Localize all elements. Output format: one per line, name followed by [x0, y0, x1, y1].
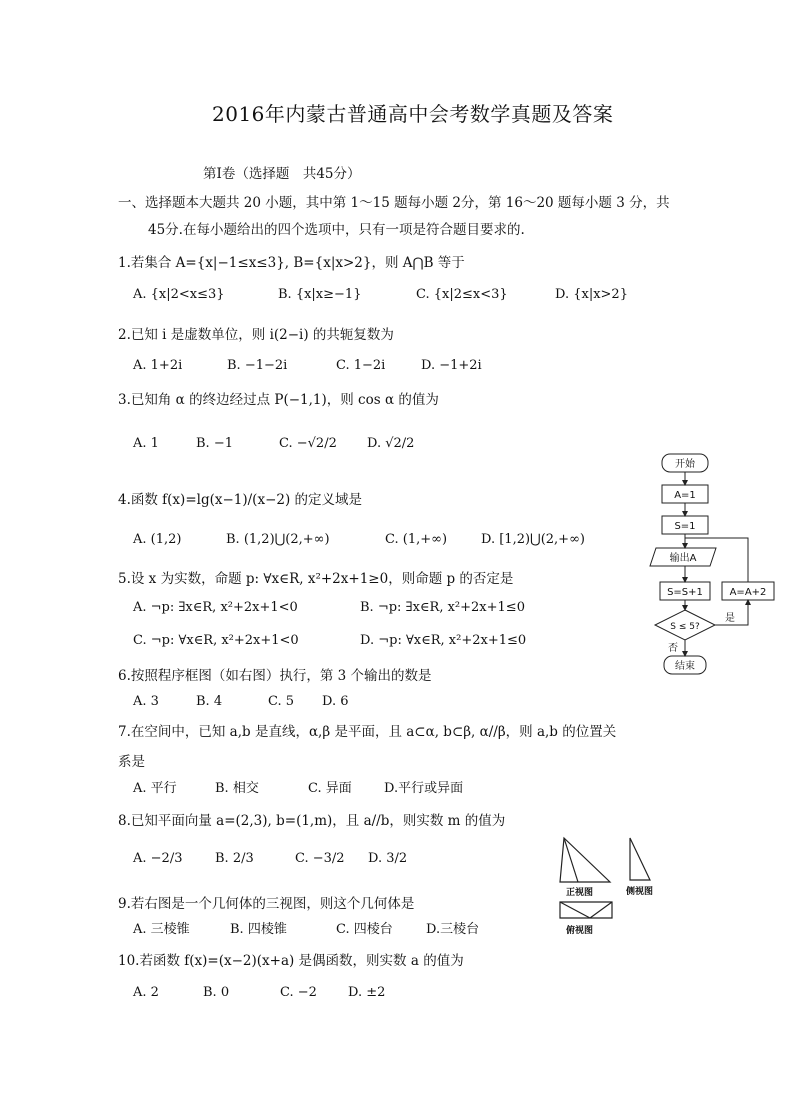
instructions-line-1: 一、选择题本大题共 20 小题，其中第 1～15 题每小题 2分，第 16～20 题每小题 3 分，共 [118, 195, 670, 211]
question-2-option-a: A. 1+2i [133, 358, 183, 373]
question-2-option-d: D. −1+2i [421, 358, 482, 373]
section-header: 第Ⅰ卷（选择题 共45分） [203, 166, 361, 182]
question-4-option-b: B. (1,2)⋃(2,+∞) [226, 532, 330, 547]
question-8-option-a: A. −2/3 [133, 851, 183, 866]
question-4-option-d: D. [1,2)⋃(2,+∞) [481, 532, 585, 547]
question-5-stem: 5.设 x 为实数，命题 p: ∀x∈R, x²+2x+1≥0，则命题 p 的否定是 [118, 571, 514, 587]
question-9-option-c: C. 四棱台 [336, 922, 393, 937]
flowchart-no-label: 否 [668, 643, 678, 654]
question-10-option-b: B. 0 [203, 985, 230, 1000]
question-6-option-b: B. 4 [196, 694, 223, 709]
question-4-option-a: A. (1,2) [133, 532, 182, 547]
question-10-option-a: A. 2 [133, 985, 159, 1000]
front-view-shape [560, 838, 610, 882]
question-2-option-c: C. 1−2i [336, 358, 386, 373]
question-2-stem: 2.已知 i 是虚数单位，则 i(2−i) 的共轭复数为 [118, 327, 394, 343]
flowchart-end-label: 结束 [675, 661, 695, 672]
question-4-option-c: C. (1,+∞) [385, 532, 448, 547]
top-view-label: 俯视图 [566, 926, 594, 936]
three-views-diagram [550, 832, 700, 942]
question-3-option-b: B. −1 [196, 436, 233, 451]
question-7-stem-cont: 系是 [118, 754, 145, 770]
flowchart-update-a-label: A=A+2 [729, 587, 767, 598]
side-view-label: 侧视图 [626, 887, 654, 897]
question-9-option-d: D.三棱台 [426, 922, 480, 937]
question-9-option-a: A. 三棱锥 [133, 922, 190, 937]
question-1-option-c: C. {x|2≤x<3} [416, 287, 508, 302]
question-1-stem: 1.若集合 A={x|−1≤x≤3}, B={x|x>2}，则 A⋂B 等于 [118, 255, 465, 271]
question-7-option-c: C. 异面 [308, 781, 352, 796]
question-7-option-d: D.平行或异面 [384, 781, 464, 796]
question-6-option-a: A. 3 [133, 694, 159, 709]
flowchart-init-s-label: S=1 [674, 521, 696, 532]
question-6-option-d: D. 6 [322, 694, 349, 709]
flowchart-yes-label: 是 [725, 613, 735, 624]
question-8-option-c: C. −3/2 [295, 851, 345, 866]
question-3-option-a: A. 1 [133, 436, 159, 451]
question-10-option-c: C. −2 [280, 985, 317, 1000]
question-10-stem: 10.若函数 f(x)=(x−2)(x+a) 是偶函数，则实数 a 的值为 [118, 953, 464, 969]
flowchart-output-label: 输出A [669, 553, 697, 564]
instructions-line-2: 45分.在每小题给出的四个选项中，只有一项是符合题目要求的. [148, 222, 525, 238]
question-3-option-d: D. √2/2 [367, 436, 415, 451]
question-3-stem: 3.已知角 α 的终边经过点 P(−1,1)，则 cos α 的值为 [118, 392, 439, 408]
question-6-option-c: C. 5 [268, 694, 295, 709]
flowchart-condition-label: S ≤ 5? [670, 622, 700, 632]
question-1-option-d: D. {x|x>2} [555, 287, 628, 302]
question-8-option-b: B. 2/3 [215, 851, 254, 866]
side-view-shape [630, 838, 650, 880]
flowchart-start-label: 开始 [675, 459, 695, 470]
question-10-option-d: D. ±2 [348, 985, 386, 1000]
question-4-stem: 4.函数 f(x)=lg(x−1)/(x−2) 的定义域是 [118, 492, 363, 508]
question-2-option-b: B. −1−2i [227, 358, 288, 373]
question-1-option-b: B. {x|x≥−1} [278, 287, 362, 302]
flowchart-update-s-label: S=S+1 [667, 587, 703, 598]
question-5-option-d: D. ¬p: ∀x∈R, x²+2x+1≤0 [360, 633, 527, 648]
question-5-option-c: C. ¬p: ∀x∈R, x²+2x+1<0 [133, 633, 299, 648]
front-view-label: 正视图 [566, 888, 594, 898]
question-5-option-a: A. ¬p: ∃x∈R, x²+2x+1<0 [133, 600, 298, 615]
question-9-stem: 9.若右图是一个几何体的三视图，则这个几何体是 [118, 896, 415, 912]
flowchart-diagram [640, 448, 780, 688]
flowchart-init-a-label: A=1 [674, 490, 696, 501]
question-6-stem: 6.按照程序框图（如右图）执行，第 3 个输出的数是 [118, 668, 432, 684]
question-7-stem: 7.在空间中，已知 a,b 是直线，α,β 是平面，且 a⊂α, b⊂β, α//β，则 a,b 的位置关 [118, 724, 617, 740]
question-3-option-c: C. −√2/2 [279, 436, 337, 451]
page-title: 2016年内蒙古普通高中会考数学真题及答案 [212, 102, 614, 126]
question-7-option-b: B. 相交 [215, 781, 259, 796]
question-8-option-d: D. 3/2 [368, 851, 408, 866]
question-7-option-a: A. 平行 [133, 781, 177, 796]
question-1-option-a: A. {x|2<x≤3} [133, 287, 225, 302]
question-5-option-b: B. ¬p: ∃x∈R, x²+2x+1≤0 [360, 600, 525, 615]
question-9-option-b: B. 四棱锥 [230, 922, 287, 937]
question-8-stem: 8.已知平面向量 a=(2,3), b=(1,m)，且 a//b，则实数 m 的值为 [118, 813, 506, 829]
